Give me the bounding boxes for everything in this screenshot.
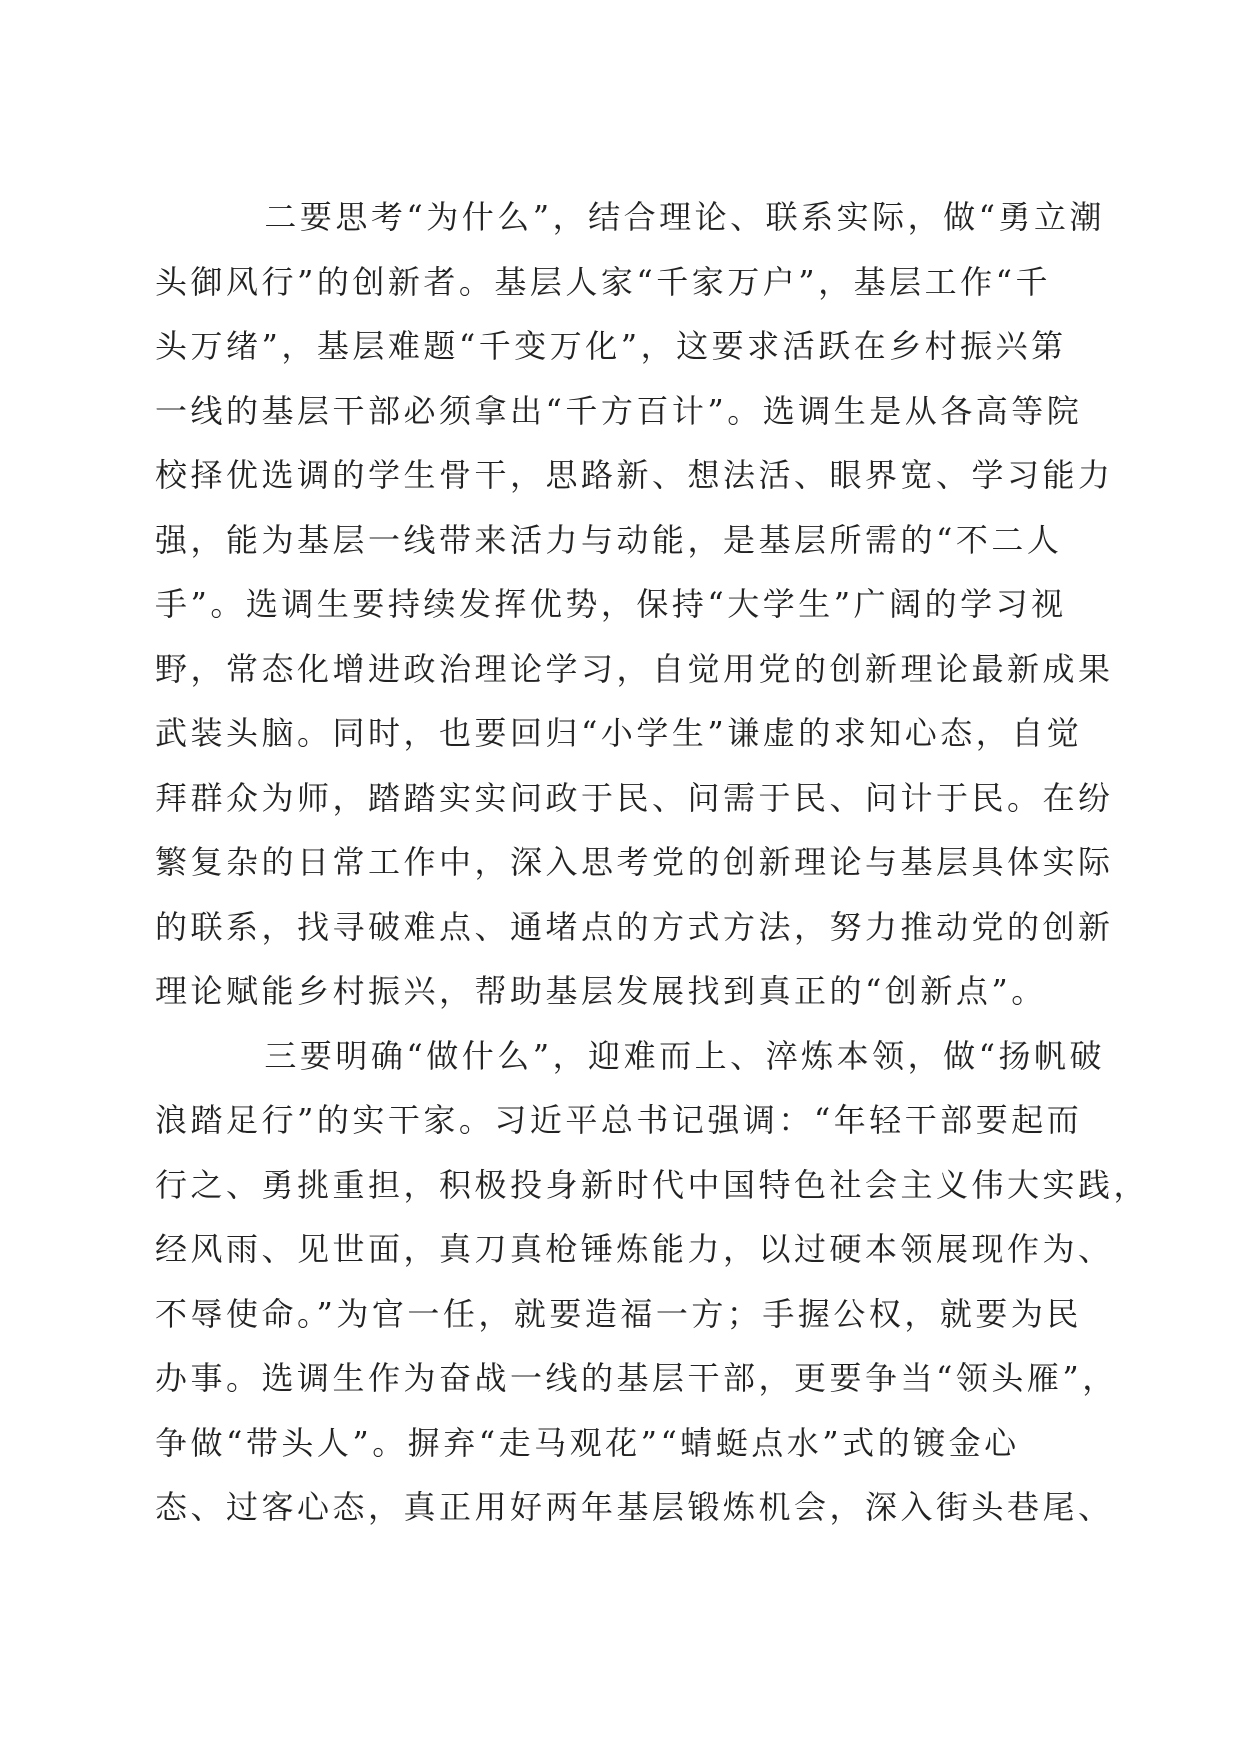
text-line: 校择优选调的学生骨干，思路新、想法活、眼界宽、学习能力 xyxy=(155,456,1114,494)
text-line: 繁复杂的日常工作中，深入思考党的创新理论与基层具体实际 xyxy=(155,843,1114,881)
text-line: 不辱使命。”为官一任，就要造福一方；手握公权，就要为民 xyxy=(155,1294,1082,1333)
text-line: 三要明确“做什么”，迎难而上、淬炼本领，做“扬帆破 xyxy=(155,1036,1105,1075)
text-line: 的联系，找寻破难点、通堵点的方式方法，努力推动党的创新 xyxy=(155,907,1114,946)
text-line: 理论赋能乡村振兴，帮助基层发展找到真正的“创新点”。 xyxy=(155,972,1047,1010)
text-line: 经风雨、见世面，真刀真枪锤炼能力，以过硬本领展现作为、 xyxy=(155,1230,1114,1268)
text-line: 头御风行”的创新者。基层人家“千家万户”，基层工作“千 xyxy=(155,262,1051,301)
text-line: 行之、勇挑重担，积极投身新时代中国特色社会主义伟大实践， xyxy=(155,1165,1150,1204)
text-line: 态、过客心态，真正用好两年基层锻炼机会，深入街头巷尾、 xyxy=(155,1488,1114,1526)
text-line: 强，能为基层一线带来活力与动能，是基层所需的“不二人 xyxy=(155,520,1063,559)
text-line: 拜群众为师，踏踏实实问政于民、问需于民、问计于民。在纷 xyxy=(155,778,1114,817)
text-line: 头万绪”，基层难题“千变万化”，这要求活跃在乡村振兴第 xyxy=(155,327,1067,365)
body-text xyxy=(155,185,1150,1540)
text-line: 野，常态化增进政治理论学习，自觉用党的创新理论最新成果 xyxy=(155,649,1114,688)
text-line: 一线的基层干部必须拿出“千方百计”。选调生是从各高等院 xyxy=(155,391,1083,430)
text-line: 争做“带头人”。摒弃“走马观花”“蜻蜓点水”式的镀金心 xyxy=(155,1423,1020,1462)
text-line: 手”。选调生要持续发挥优势，保持“大学生”广阔的学习视 xyxy=(155,585,1067,623)
text-line: 武装头脑。同时，也要回归“小学生”谦虚的求知心态，自觉 xyxy=(155,714,1083,752)
text-line: 二要思考“为什么”，结合理论、联系实际，做“勇立潮 xyxy=(155,198,1105,236)
text-line: 浪踏足行”的实干家。习近平总书记强调：“年轻干部要起而 xyxy=(155,1101,1083,1139)
text-line: 办事。选调生作为奋战一线的基层干部，更要争当“领头雁”， xyxy=(155,1359,1118,1397)
